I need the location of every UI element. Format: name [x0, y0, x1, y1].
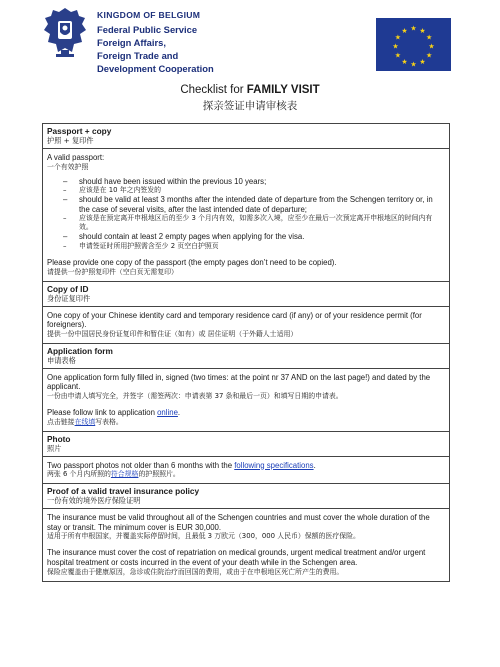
paragraph — [47, 373, 445, 401]
svg-text:★: ★ — [410, 24, 417, 33]
id-text-cn: 提供一份中国居民身份证复印件和暂住证（如有）或 居住证明（于外籍人士适用） — [47, 329, 298, 338]
section-title: Copy of ID — [47, 283, 89, 294]
section-title-cn: 照片 — [47, 443, 62, 453]
section-title-cn: 护照 + 复印件 — [47, 136, 94, 145]
paragraph — [47, 461, 445, 480]
insurance-coverage-text: The insurance must be valid throughout all of the Schengen countries and must cover the whole duration of the stay or transit. The minimum cover is EUR 30,000. — [47, 513, 430, 532]
svg-text:★: ★ — [401, 58, 408, 67]
section-title: Passport + copy — [47, 126, 112, 136]
section-header — [43, 432, 449, 457]
text: 点击链接 — [47, 417, 75, 426]
department-line: Foreign Trade and — [97, 50, 179, 61]
photo-text-cn — [47, 470, 445, 479]
title-english — [0, 84, 500, 96]
online-application-link[interactable]: online — [157, 407, 178, 417]
svg-text:★: ★ — [401, 26, 408, 35]
online-application-link-cn[interactable]: 在线填 — [74, 417, 96, 426]
form-text: One application form fully filled in, signed (two times: at the point nr 37 AND on the last page!) and dated by the applicant. — [47, 372, 431, 392]
photo-text — [47, 461, 445, 471]
section-body — [43, 369, 449, 431]
section-header — [43, 484, 449, 509]
section-photo — [43, 432, 449, 485]
list-item: – should contain at least 2 empty pages when applying for the visa. — [63, 232, 445, 242]
department-line: Development Cooperation — [97, 63, 214, 74]
photo-specifications-link[interactable]: following specifications — [234, 460, 314, 470]
section-header — [43, 344, 449, 369]
title-chinese: 探亲签证申请审核表 — [202, 100, 298, 112]
svg-text:★: ★ — [394, 33, 402, 42]
list-item: – 申请签证时所用护照需含至少 2 页空白护照页 — [63, 242, 445, 251]
passport-note: Please provide one copy of the passport (the empty pages don’t need to be copied). — [47, 257, 337, 267]
belgian-coat-of-arms-icon — [42, 6, 88, 60]
section-insurance — [43, 484, 449, 580]
passport-requirements-list — [63, 177, 445, 251]
eu-flag-icon — [376, 18, 451, 71]
list-item: – should be valid at least 3 months after the intended date of departure from the Schengen territory or, in the case of several visits, after the last intended date of departure; — [63, 195, 445, 214]
list-item: – 应该是在 10 年之内签发的 — [63, 186, 445, 195]
section-title: Photo — [47, 433, 71, 444]
svg-text:★: ★ — [425, 51, 433, 60]
form-link-line-cn — [47, 418, 445, 427]
section-body — [43, 307, 449, 343]
insurance-repatriation-text: The insurance must cover the cost of repatriation on medical grounds, urgent medical treatment and/or urgent hospital treatment or costs incurred in the event of your death while in the Schengen area. — [47, 548, 426, 567]
text: Two passport photos not older than 6 months with the — [47, 460, 235, 470]
section-title-cn: 申请表格 — [47, 355, 76, 365]
photo-specifications-link-cn[interactable]: 符合规格 — [110, 470, 139, 479]
kingdom-name: KINGDOM OF BELGIUM — [97, 10, 201, 20]
paragraph — [47, 258, 445, 277]
passport-intro: A valid passport: — [47, 153, 105, 162]
paragraph — [47, 311, 445, 339]
text: . — [177, 407, 181, 417]
id-text: One copy of your Chinese identity card and temporary residence card (if any) or of your residence permit (for foreigners). — [47, 310, 422, 330]
section-title: Application form — [47, 345, 113, 356]
section-id — [43, 282, 449, 344]
section-body — [43, 149, 449, 281]
text: Please follow link to application — [47, 407, 158, 417]
svg-text:★: ★ — [392, 42, 399, 51]
list-item: – 应该是在预定离开申根地区后的至少 3 个月内有效，如需多次入境，应至少在最后一次预定离开申根地区的时间内有效。 — [63, 214, 445, 232]
passport-intro-cn: 一个有效护照 — [47, 162, 89, 171]
section-body — [43, 457, 449, 484]
section-title-cn: 身份证复印件 — [47, 293, 91, 303]
form-link-line — [47, 408, 445, 418]
text: 两张 6 个月内所照的 — [47, 470, 111, 479]
document-title — [0, 84, 500, 113]
insurance-repatriation-text-cn: 保险应覆盖由于健康原因，急诊或住院治疗而回国的费用，或由于在申根地区死亡所产生的费用。 — [47, 567, 344, 576]
paragraph — [47, 408, 445, 427]
insurance-coverage-text-cn: 适用于所有申根国家，并覆盖实际停留时间，且最低 3 万欧元（300，000 人民币）保额的医疗保险。 — [47, 532, 360, 541]
paragraph — [47, 548, 445, 576]
paragraph — [47, 513, 445, 541]
svg-text:★: ★ — [425, 33, 433, 42]
section-body — [43, 509, 449, 580]
svg-text:★: ★ — [410, 60, 417, 69]
department-name — [97, 23, 214, 75]
passport-note-cn: 请提供一份护照复印件（空白页无需复印） — [47, 267, 178, 276]
text: 写表格。 — [95, 417, 123, 426]
paragraph — [47, 153, 445, 172]
text: . — [313, 460, 316, 470]
text: 的护照照片。 — [138, 470, 180, 479]
svg-text:★: ★ — [428, 42, 435, 51]
section-header — [43, 282, 449, 307]
form-text-cn: 一份由申请人填写完全，并签字（需签两次：申请表第 37 条和最后一页）和填写日期的申请表。 — [47, 391, 343, 400]
issuing-authority — [97, 10, 214, 75]
section-title-cn: 一份有效的境外医疗保险证明 — [47, 496, 141, 506]
checklist-table — [42, 123, 450, 582]
svg-text:★: ★ — [394, 51, 402, 60]
list-item: – should have been issued within the previous 10 years; — [63, 177, 445, 187]
section-title: Proof of a valid travel insurance policy — [47, 486, 200, 497]
department-line: Federal Public Service — [97, 24, 198, 35]
department-line: Foreign Affairs, — [97, 37, 166, 48]
page-header — [0, 0, 500, 80]
section-header — [43, 124, 449, 149]
svg-text:★: ★ — [419, 58, 426, 67]
svg-text:★: ★ — [419, 26, 426, 35]
title-prefix: Checklist for — [180, 84, 247, 96]
title-bold: FAMILY VISIT — [246, 84, 320, 96]
section-application-form — [43, 344, 449, 432]
section-passport — [43, 124, 449, 282]
